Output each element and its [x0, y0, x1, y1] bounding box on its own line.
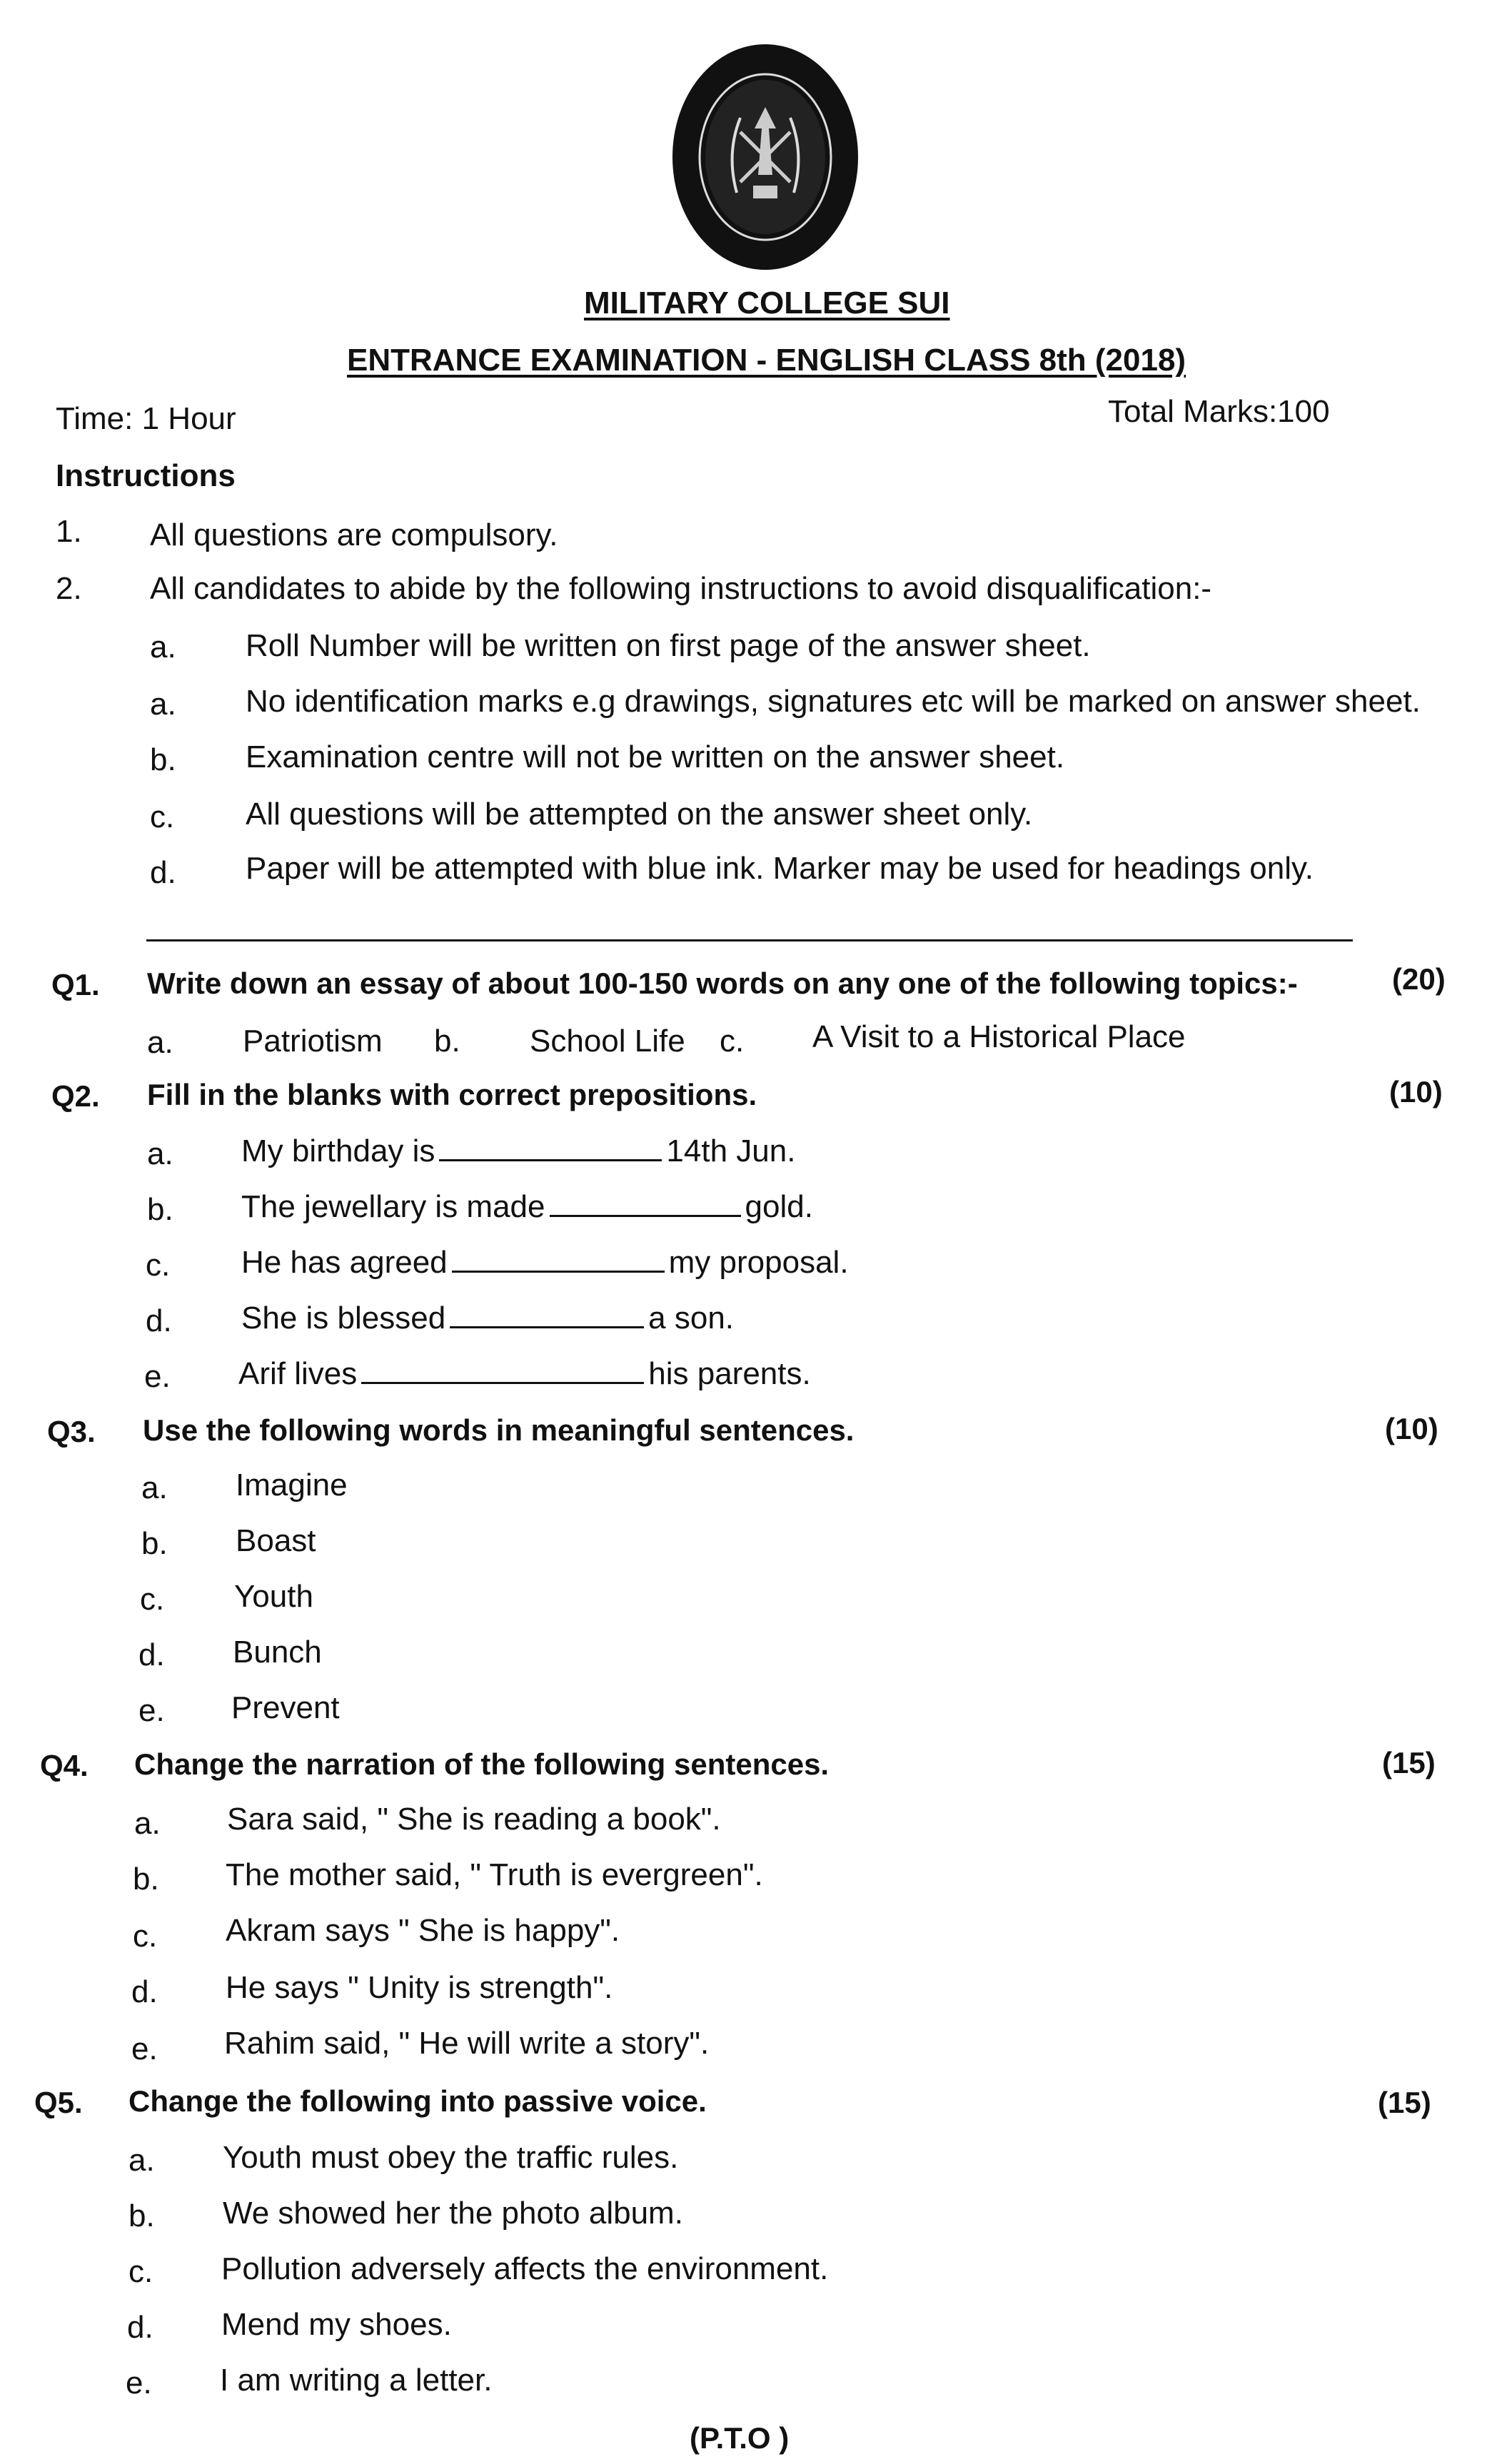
item-letter: b.	[141, 1526, 168, 1561]
subinstruction-letter: a.	[150, 630, 176, 665]
instruction-text: All questions are compulsory.	[150, 517, 558, 552]
word-item: Imagine	[236, 1468, 348, 1503]
question-number: Q1.	[51, 968, 100, 1001]
question-number: Q4.	[40, 1749, 89, 1782]
item-text-after: his parents.	[648, 1356, 811, 1391]
item-text-after: a son.	[648, 1301, 735, 1335]
section-divider	[146, 939, 1353, 941]
question-number: Q5.	[34, 2086, 83, 2119]
item-letter: e.	[126, 2365, 152, 2400]
fill-blank-item	[241, 1245, 849, 1281]
sentence-item: Pollution adversely affects the environment.	[221, 2251, 829, 2286]
item-text-after: gold.	[745, 1189, 813, 1224]
item-letter: a.	[134, 1806, 161, 1841]
item-letter: c.	[133, 1919, 158, 1954]
instruction-text: All candidates to abide by the following instructions to avoid disqualification:-	[150, 571, 1212, 606]
question-number: Q3.	[47, 1415, 96, 1448]
answer-blank	[361, 1358, 644, 1384]
item-letter: d.	[146, 1303, 172, 1338]
subinstruction-text: Paper will be attempted with blue ink. Marker may be used for headings only.	[246, 851, 1314, 886]
subinstruction-letter: a.	[150, 687, 176, 722]
total-marks: Total Marks:100	[1108, 394, 1330, 429]
word-item: Prevent	[231, 1690, 340, 1725]
sentence-item: Youth must obey the traffic rules.	[223, 2140, 679, 2175]
institution-title: MILITARY COLLEGE SUI	[584, 286, 950, 320]
exam-title: ENTRANCE EXAMINATION - ENGLISH CLASS 8th (2018)	[347, 343, 1186, 378]
instruction-number: 1.	[56, 514, 82, 549]
item-letter: d.	[138, 1637, 165, 1672]
question-marks: (15)	[1378, 2086, 1431, 2119]
option-text: A Visit to a Historical Place	[812, 1019, 1186, 1054]
fill-blank-item	[238, 1356, 811, 1392]
subinstruction-text: Roll Number will be written on first page of the answer sheet.	[246, 628, 1091, 663]
sentence-item: Mend my shoes.	[221, 2307, 452, 2342]
item-letter: c.	[146, 1248, 171, 1283]
item-letter: c.	[140, 1582, 165, 1617]
item-letter: e.	[144, 1359, 171, 1394]
question-text: Change the following into passive voice.	[128, 2084, 707, 2118]
subinstruction-letter: b.	[150, 742, 176, 777]
instruction-number: 2.	[56, 571, 82, 606]
subinstruction-letter: d.	[150, 855, 176, 890]
item-letter: e.	[131, 2031, 158, 2066]
sentence-item: Sara said, " She is reading a book".	[227, 1802, 721, 1837]
sentence-item: Akram says " She is happy".	[226, 1913, 620, 1948]
question-marks: (10)	[1385, 1412, 1438, 1445]
item-letter: a.	[141, 1470, 168, 1505]
question-marks: (15)	[1382, 1746, 1436, 1779]
word-item: Bunch	[233, 1635, 322, 1670]
option-letter: c.	[720, 1024, 745, 1059]
question-marks: (10)	[1389, 1075, 1443, 1109]
option-text: Patriotism	[243, 1024, 383, 1059]
item-letter: b.	[128, 2198, 155, 2233]
item-letter: d.	[127, 2310, 153, 2345]
college-crest-logo	[669, 39, 862, 275]
item-letter: a.	[147, 1136, 173, 1171]
answer-blank	[450, 1302, 644, 1328]
question-text: Write down an essay of about 100-150 words on any one of the following topics:-	[147, 966, 1298, 1000]
question-text: Change the narration of the following sentences.	[134, 1747, 830, 1781]
sentence-item: The mother said, " Truth is evergreen".	[226, 1857, 763, 1892]
please-turn-over: (P.T.O )	[690, 2421, 790, 2455]
item-letter: e.	[138, 1693, 165, 1728]
answer-blank	[452, 1246, 665, 1273]
question-text: Use the following words in meaningful sentences.	[143, 1413, 855, 1447]
option-letter: a.	[147, 1025, 173, 1060]
subinstruction-text: No identification marks e.g drawings, signatures etc will be marked on answer sheet.	[246, 684, 1421, 719]
question-marks: (20)	[1392, 962, 1446, 996]
fill-blank-item	[241, 1189, 813, 1225]
sentence-item: He says " Unity is strength".	[226, 1970, 613, 2005]
item-letter: d.	[131, 1974, 158, 2009]
word-item: Boast	[236, 1523, 316, 1558]
item-text-before: She is blessed	[241, 1301, 446, 1335]
sentence-item: I am writing a letter.	[220, 2363, 493, 2398]
option-text: School Life	[530, 1024, 685, 1059]
answer-blank	[439, 1135, 662, 1161]
instructions-heading: Instructions	[56, 458, 236, 493]
question-number: Q2.	[51, 1079, 100, 1113]
item-text-after: my proposal.	[668, 1245, 849, 1280]
item-text-before: He has agreed	[241, 1245, 448, 1280]
item-text-after: 14th Jun.	[666, 1133, 796, 1168]
fill-blank-item	[241, 1301, 734, 1336]
item-letter: a.	[128, 2143, 155, 2178]
fill-blank-item	[241, 1133, 795, 1169]
item-letter: c.	[128, 2254, 153, 2289]
exam-time: Time: 1 Hour	[56, 401, 236, 436]
word-item: Youth	[234, 1579, 313, 1614]
answer-blank	[550, 1191, 741, 1217]
item-text-before: The jewellary is made	[241, 1189, 545, 1224]
item-text-before: My birthday is	[241, 1133, 435, 1168]
subinstruction-text: All questions will be attempted on the answer sheet only.	[246, 797, 1033, 832]
option-letter: b.	[434, 1024, 460, 1059]
question-text: Fill in the blanks with correct prepositions.	[147, 1078, 757, 1111]
item-text-before: Arif lives	[238, 1356, 358, 1391]
item-letter: b.	[133, 1862, 159, 1897]
sentence-item: We showed her the photo album.	[223, 2196, 683, 2231]
subinstruction-text: Examination centre will not be written on the answer sheet.	[246, 739, 1065, 774]
item-letter: b.	[147, 1192, 173, 1227]
sentence-item: Rahim said, " He will write a story".	[224, 2026, 710, 2061]
subinstruction-letter: c.	[150, 799, 175, 834]
